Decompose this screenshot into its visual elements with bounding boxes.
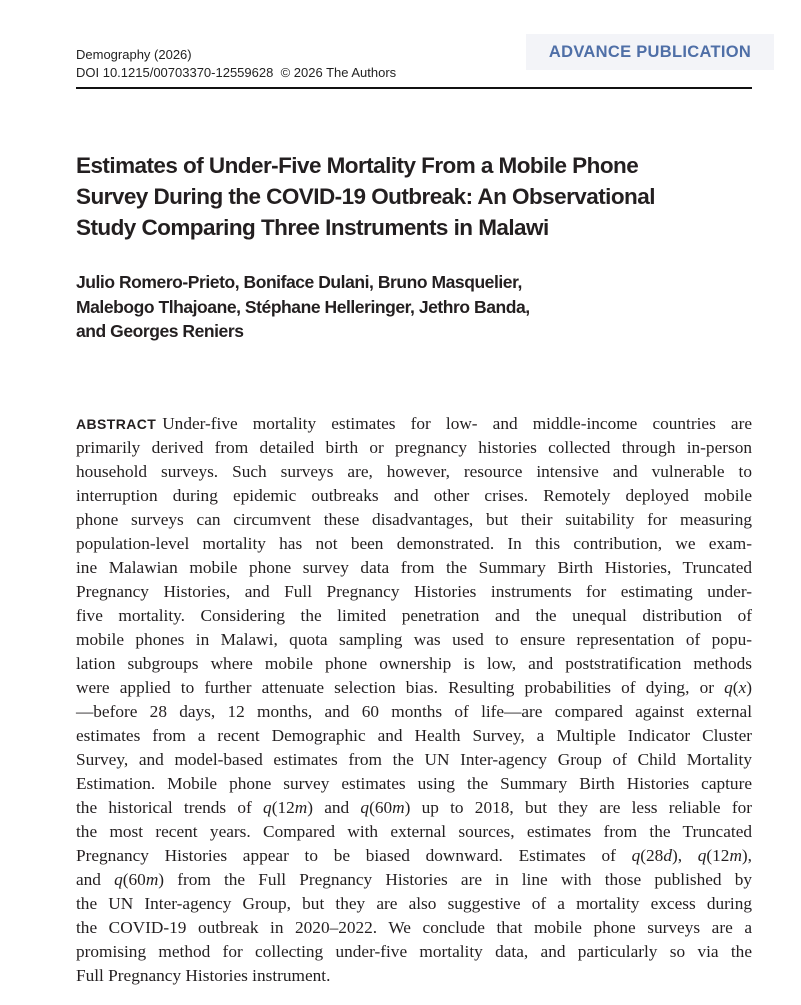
abstract-line <box>76 724 752 748</box>
abstract-text: lation subgroups where mobile phone ownership is low, and poststratification methods <box>76 654 752 673</box>
abstract-line <box>76 868 752 892</box>
abstract-text: Pregnancy Histories, and Full Pregnancy Histories instruments for estimating under- <box>76 582 752 601</box>
author-list <box>76 270 752 344</box>
abstract-text: Estimation. Mobile phone survey estimates using the Summary Birth Histories capture <box>76 774 752 793</box>
abstract-text: the COVID-19 outbreak in 2020–2022. We conclude that mobile phone surveys are a <box>76 918 752 937</box>
abstract-line <box>76 460 752 484</box>
abstract-line <box>76 892 752 916</box>
abstract-line <box>76 916 752 940</box>
abstract-line <box>76 652 752 676</box>
abstract-line <box>76 436 752 460</box>
title-line: Study Comparing Three Instruments in Malawi <box>76 215 549 240</box>
abstract-line <box>76 940 752 964</box>
abstract-text: and q(60m) from the Full Pregnancy Histories are in line with those published by <box>76 870 752 889</box>
abstract-label: ABSTRACT <box>76 416 157 432</box>
article-title <box>76 150 752 243</box>
advance-publication-badge: ADVANCE PUBLICATION <box>526 34 774 70</box>
abstract-line <box>76 748 752 772</box>
abstract-line <box>76 964 752 988</box>
abstract-text: the historical trends of q(12m) and q(60m) up to 2018, but they are less reliable for <box>76 798 752 817</box>
abstract-line <box>76 508 752 532</box>
abstract-line <box>76 556 752 580</box>
title-line: Survey During the COVID-19 Outbreak: An Observational <box>76 184 655 209</box>
abstract-text: Pregnancy Histories appear to be biased downward. Estimates of q(28d), q(12m), <box>76 846 752 865</box>
abstract-text: five mortality. Considering the limited penetration and the unequal distribution of <box>76 606 752 625</box>
abstract-text: Full Pregnancy Histories instrument. <box>76 966 331 985</box>
journal-citation: Demography (2026) <box>76 47 192 62</box>
abstract-line <box>76 412 752 436</box>
abstract-text: phone surveys can circumvent these disadvantages, but their suitability for measuring <box>76 510 752 529</box>
abstract <box>76 412 752 988</box>
abstract-text: household surveys. Such surveys are, however, resource intensive and vulnerable to <box>76 462 752 481</box>
abstract-line <box>76 532 752 556</box>
abstract-text: interruption during epidemic outbreaks and other crises. Remotely deployed mobile <box>76 486 752 505</box>
journal-meta <box>76 46 396 82</box>
abstract-line <box>76 796 752 820</box>
abstract-line <box>76 844 752 868</box>
abstract-text: Under-five mortality estimates for low- and middle-income countries are <box>162 414 752 433</box>
abstract-text: estimates from a recent Demographic and Health Survey, a Multiple Indicator Cluster <box>76 726 752 745</box>
abstract-text: were applied to further attenuate selection bias. Resulting probabilities of dying, or q(x) <box>76 678 752 697</box>
abstract-text: primarily derived from detailed birth or pregnancy histories collected through in-person <box>76 438 752 457</box>
abstract-line <box>76 604 752 628</box>
abstract-text: —before 28 days, 12 months, and 60 months of life—are compared against external <box>76 702 752 721</box>
author-line: Malebogo Tlhajoane, Stéphane Helleringer, Jethro Banda, <box>76 296 530 317</box>
author-line: Julio Romero-Prieto, Boniface Dulani, Bruno Masquelier, <box>76 272 522 292</box>
doi-link[interactable]: DOI 10.1215/00703370-12559628 <box>76 65 274 80</box>
abstract-text: the UN Inter-agency Group, but they are also suggestive of a mortality excess during <box>76 894 752 913</box>
abstract-text: ine Malawian mobile phone survey data from the Summary Birth Histories, Truncated <box>76 558 752 577</box>
abstract-line <box>76 628 752 652</box>
abstract-text: mobile phones in Malawi, quota sampling was used to ensure representation of popu- <box>76 630 752 649</box>
abstract-line <box>76 676 752 700</box>
header-divider <box>76 87 752 89</box>
abstract-text: Survey, and model-based estimates from the UN Inter-agency Group of Child Mortality <box>76 750 752 769</box>
abstract-line <box>76 820 752 844</box>
abstract-line <box>76 580 752 604</box>
abstract-line <box>76 484 752 508</box>
abstract-text: promising method for collecting under-five mortality data, and particularly so via the <box>76 942 752 961</box>
abstract-text: population-level mortality has not been demonstrated. In this contribution, we exam- <box>76 534 752 553</box>
abstract-line <box>76 772 752 796</box>
doi-line <box>76 64 396 82</box>
abstract-text: the most recent years. Compared with external sources, estimates from the Truncated <box>76 822 752 841</box>
copyright-text: © 2026 The Authors <box>280 65 397 80</box>
title-line: Estimates of Under-Five Mortality From a Mobile Phone <box>76 153 639 178</box>
author-line: and Georges Reniers <box>76 321 244 341</box>
abstract-line <box>76 700 752 724</box>
